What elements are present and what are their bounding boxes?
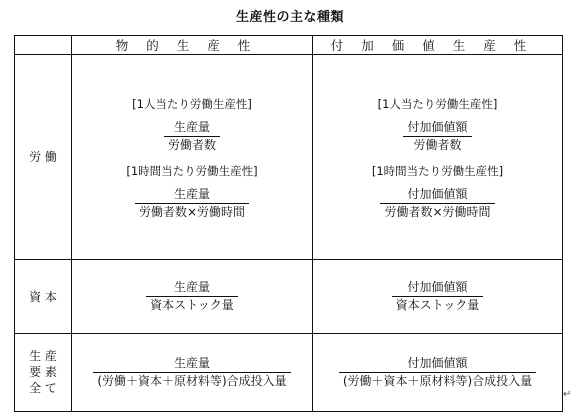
table-row-capital xyxy=(15,260,563,334)
fraction-denominator: 労働者数 xyxy=(167,138,216,152)
fraction-capital-physical xyxy=(146,280,238,313)
labor-value-added-cell xyxy=(313,55,563,260)
table-row-all-factors xyxy=(15,334,563,412)
fraction-denominator: (労働＋資本＋原材料等)合成投入量 xyxy=(342,374,533,388)
section-per-hour: [1時間当たり労働生産性] xyxy=(126,164,258,178)
capital-physical-cell xyxy=(72,260,313,334)
table-header-row xyxy=(15,36,563,55)
header-value-added-productivity: 付加価値生産性 xyxy=(313,36,563,55)
row-label-capital: 資 本 xyxy=(15,260,72,334)
fraction-per-hour xyxy=(380,187,494,220)
fraction-denominator: 労働者数×労働時間 xyxy=(138,205,246,219)
section-per-worker: [1人当たり労働生産性] xyxy=(377,97,498,111)
fraction-numerator: 生産量 xyxy=(135,187,249,204)
page-title: 生産性の主な種類 xyxy=(235,10,344,25)
fraction-denominator: (労働＋資本＋原材料等)合成投入量 xyxy=(97,374,287,388)
labor-physical-cell xyxy=(72,55,313,260)
fraction-capital-value-added xyxy=(392,280,484,313)
fraction-numerator: 生産量 xyxy=(146,280,238,297)
fraction-all-factors-physical xyxy=(93,356,290,389)
section-per-hour: [1時間当たり労働生産性] xyxy=(371,164,504,178)
fraction-numerator: 付加価値額 xyxy=(403,120,471,137)
fraction-all-factors-value-added xyxy=(339,356,536,389)
row-label-line: 生 産 xyxy=(29,349,57,363)
fraction-denominator: 労働者数×労働時間 xyxy=(384,205,491,219)
fraction-numerator: 生産量 xyxy=(164,120,220,137)
fraction-denominator: 資本ストック量 xyxy=(150,298,234,312)
fraction-numerator: 付加価値額 xyxy=(380,187,494,204)
header-blank-cell xyxy=(15,36,72,55)
fraction-denominator: 資本ストック量 xyxy=(395,298,480,312)
row-label-all-factors xyxy=(15,334,72,412)
row-label-line: 要 素 xyxy=(29,365,57,379)
capital-value-added-cell xyxy=(313,260,563,334)
row-label-labor: 労 働 xyxy=(15,55,72,260)
fraction-numerator: 付加価値額 xyxy=(392,280,484,297)
all-factors-value-added-cell xyxy=(313,334,563,412)
table-row-labor xyxy=(15,55,563,260)
fraction-denominator: 労働者数 xyxy=(413,138,462,152)
section-per-worker: [1人当たり労働生産性] xyxy=(132,97,252,111)
fraction-numerator: 生産量 xyxy=(93,356,290,373)
paragraph-mark-icon: ↵ xyxy=(563,389,572,400)
fraction-per-worker xyxy=(403,120,471,153)
fraction-per-hour xyxy=(135,187,249,220)
fraction-numerator: 付加価値額 xyxy=(339,356,536,373)
productivity-table xyxy=(14,35,563,412)
all-factors-physical-cell xyxy=(72,334,313,412)
header-physical-productivity: 物的生産性 xyxy=(72,36,313,55)
row-label-line: 全 て xyxy=(29,381,57,395)
fraction-per-worker xyxy=(164,120,220,153)
